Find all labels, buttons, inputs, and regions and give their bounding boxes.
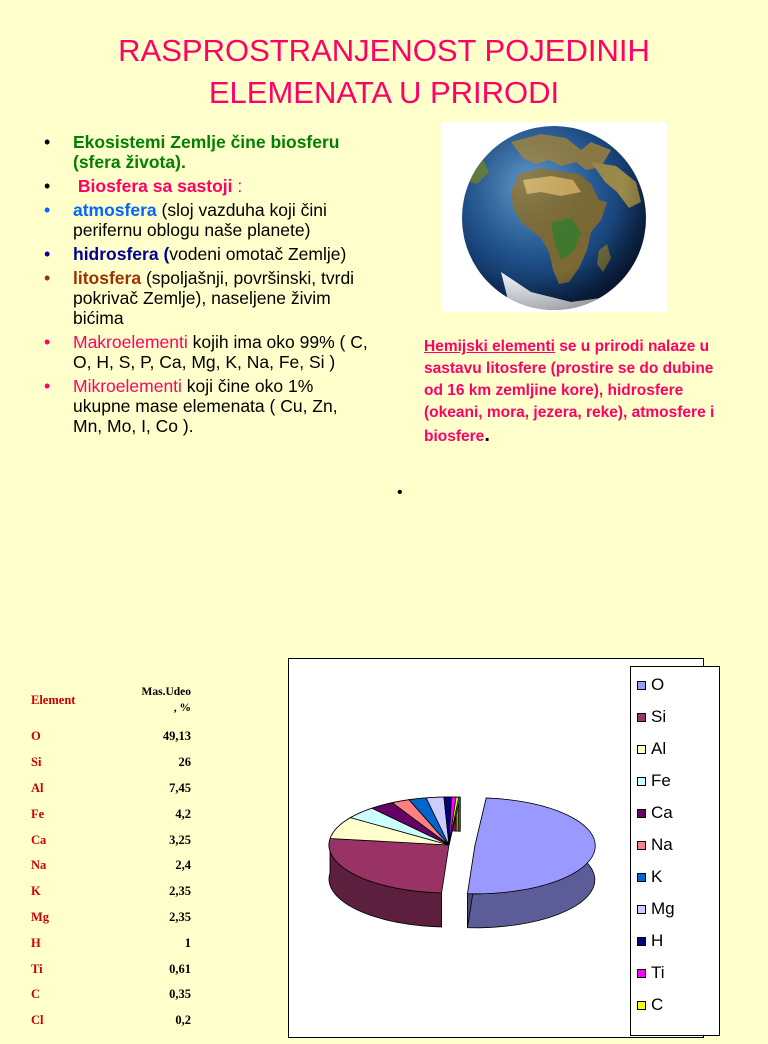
table-row — [31, 853, 191, 879]
cell-element: Ti — [31, 961, 43, 976]
legend-entry-ca — [637, 801, 717, 825]
col-header-value — [107, 676, 191, 724]
note-text: se u prirodi nalaze u sastavu litosfere (prostire se do dubine od 16 km zemljine kore), hidrosfere (okeani, mora, jezera, reke), atmosfere i biosfere — [424, 338, 715, 445]
table-row — [31, 930, 191, 956]
col-header-value-line1: Mas.Udeo — [141, 686, 191, 698]
table-row — [31, 750, 191, 776]
element-table — [31, 676, 191, 1034]
bullet-litosfera — [40, 268, 370, 328]
bullet-rest: : — [232, 176, 243, 196]
cell-value: 2,35 — [169, 909, 191, 924]
cell-element: Na — [31, 858, 47, 873]
legend-swatch — [637, 745, 646, 754]
cell-value: 7,45 — [169, 780, 191, 795]
legend-swatch — [637, 969, 646, 978]
cell-element: C — [31, 987, 41, 1002]
bullet-makroelementi — [40, 332, 370, 372]
slide-title — [40, 30, 728, 114]
cell-element: Si — [31, 755, 42, 770]
bullet-rest: vodeni omotač Zemlje) — [169, 244, 347, 264]
legend-swatch — [637, 905, 646, 914]
note-link[interactable]: Hemijski elementi — [424, 338, 555, 355]
cell-value: 0,35 — [169, 987, 191, 1002]
legend-entry-ti — [637, 961, 717, 985]
bullet-key: litosfera — [73, 268, 142, 288]
table-row — [31, 982, 191, 1008]
cell-value: 4,2 — [175, 806, 191, 821]
table-row — [31, 776, 191, 802]
cell-value: 2,35 — [169, 884, 191, 899]
legend-entry-h — [637, 929, 717, 953]
bullet-key: Mikroelementi — [73, 376, 182, 396]
bullet-rest: (sloj vazduha koji čini perifernu oblogu naše planete) — [73, 200, 327, 240]
table-row — [31, 1008, 191, 1034]
legend-swatch — [637, 713, 646, 722]
legend-entry-na — [637, 833, 717, 857]
legend-label: K — [651, 867, 663, 886]
legend-swatch — [637, 937, 646, 946]
legend-entry-mg — [637, 897, 717, 921]
legend-swatch — [637, 873, 646, 882]
cell-element: H — [31, 935, 41, 950]
legend-swatch — [637, 1001, 646, 1010]
bullet-rest: kojih ima oko 99% ( C, O, H, S, P, Ca, Mg, K, Na, Fe, Si ) — [73, 332, 368, 372]
table-row — [31, 724, 191, 750]
bullet-rest: (spoljašnji, površinski, tvrdi pokrivač Zemlje), naseljene živim bićima — [73, 268, 355, 328]
legend-entry-fe — [637, 769, 717, 793]
bullet-ekosistemi — [40, 132, 370, 172]
elements-note — [424, 336, 724, 448]
cell-value: 0,61 — [169, 961, 191, 976]
legend-label: C — [651, 995, 664, 1014]
cell-element: K — [31, 884, 41, 899]
title-line-2: ELEMENATA U PRIRODI — [208, 75, 560, 110]
table-row — [31, 879, 191, 905]
table-row — [31, 801, 191, 827]
legend-swatch — [637, 809, 646, 818]
bullet-key: Biosfera sa sastoji — [77, 176, 233, 196]
earth-globe-image — [441, 122, 667, 312]
legend-label: Si — [651, 707, 667, 726]
table-row — [31, 956, 191, 982]
cell-element: Cl — [31, 1013, 44, 1028]
cell-element: Fe — [31, 806, 45, 821]
cell-value: 2,4 — [175, 858, 191, 873]
bullet-text: Ekosistemi Zemlje čine biosferu (sfera života). — [73, 132, 340, 172]
bullet-key: atmosfera — [73, 200, 157, 220]
globe-icon — [441, 122, 667, 312]
cell-element: Ca — [31, 832, 47, 847]
cell-value: 26 — [178, 755, 191, 770]
cell-element: O — [31, 729, 41, 744]
legend-swatch — [637, 681, 646, 690]
bullet-list — [40, 132, 370, 440]
legend-label: Mg — [651, 899, 675, 918]
title-line-1: RASPROSTRANJENOST POJEDINIH — [118, 33, 650, 68]
pie-chart — [289, 659, 629, 1039]
cell-element: Al — [31, 780, 44, 795]
legend-label: H — [651, 931, 664, 950]
bullet-biosfera — [40, 176, 370, 196]
legend-label: Ca — [651, 803, 673, 822]
bullet-hidrosfera — [40, 244, 370, 264]
chart-legend — [630, 666, 720, 1036]
legend-entry-k — [637, 865, 717, 889]
legend-entry-al — [637, 737, 717, 761]
legend-entry-si — [637, 705, 717, 729]
legend-entry-o — [637, 673, 717, 697]
cell-value: 49,13 — [162, 729, 191, 744]
col-header-value-line2: , % — [173, 702, 191, 714]
table-header-row — [31, 676, 191, 724]
legend-entry-c — [637, 993, 717, 1017]
legend-swatch — [637, 841, 646, 850]
table-row — [31, 827, 191, 853]
legend-label: Ti — [651, 963, 665, 982]
cell-value: 1 — [184, 935, 191, 950]
bullet-key: hidrosfera — [73, 244, 159, 264]
col-header-element: Element — [31, 692, 76, 707]
bullet-atmosfera — [40, 200, 370, 240]
legend-label: O — [651, 675, 665, 694]
legend-label: Al — [651, 739, 667, 758]
table-row — [31, 905, 191, 931]
legend-label: Na — [651, 835, 673, 854]
legend-label: Fe — [651, 771, 671, 790]
cell-element: Mg — [31, 909, 50, 924]
bullet-rest: koji čine oko 1% ukupne mase elemenata ( Cu, Zn, Mn, Mo, I, Co ). — [73, 376, 338, 436]
bullet-mikroelementi — [40, 376, 370, 436]
cell-value: 3,25 — [169, 832, 191, 847]
bullet-key: Makroelementi — [73, 332, 188, 352]
bullet-paren: ( — [158, 244, 170, 264]
legend-swatch — [637, 777, 646, 786]
cell-value: 0,2 — [175, 1013, 191, 1028]
note-period: . — [484, 424, 490, 446]
stray-bullet: • — [397, 484, 403, 501]
